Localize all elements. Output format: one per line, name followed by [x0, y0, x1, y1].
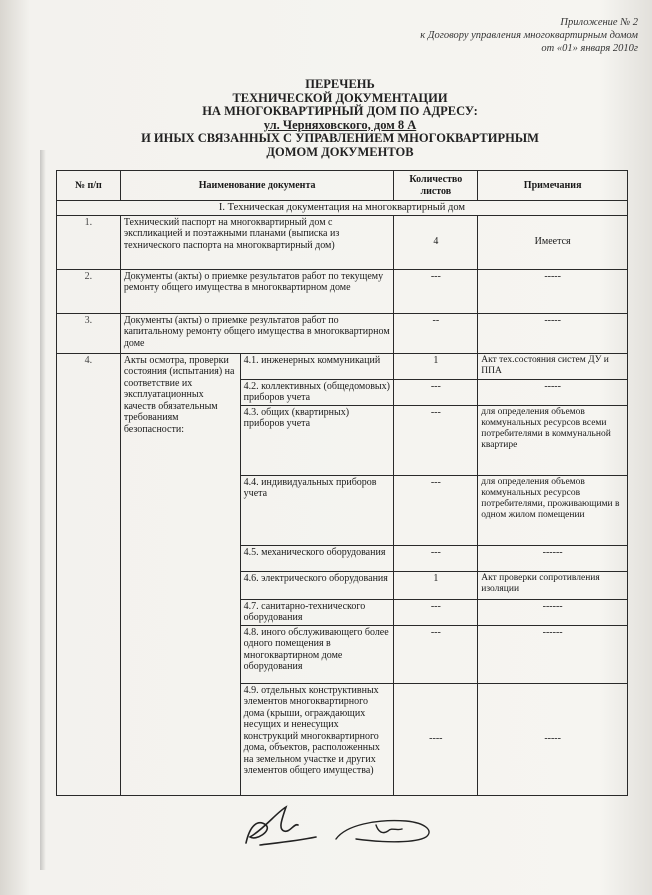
- sub-row-count: ---: [394, 475, 478, 545]
- row-num: 4.: [57, 353, 121, 795]
- sub-row-notes: -----: [478, 683, 628, 795]
- documents-table: [56, 170, 628, 796]
- sub-row-notes: Акт проверки сопротивления изоляции: [478, 571, 628, 599]
- table-header-row: [57, 171, 628, 201]
- row-name: Технический паспорт на многоквартирный дом с экспликацией и поэтажными планами (выписка из технического паспорта на многоквартирный дом): [120, 215, 394, 269]
- title-address: ул. Черняховского, дом 8 А: [263, 117, 417, 132]
- row-notes: -----: [478, 313, 628, 353]
- sub-row-name: 4.9. отдельных конструктивных элементов многоквартирного дома (крыши, ограждающих несущих и ненесущих конструкций многоквартирного дома, объектов, расположенных на земельном участке и других элементов общего имущества): [240, 683, 394, 795]
- section-title: I. Техническая документация на многоквартирный дом: [57, 201, 628, 216]
- row-num: 3.: [57, 313, 121, 353]
- appendix-line-2: к Договору управления многоквартирным домом: [420, 30, 638, 41]
- sub-row-name: 4.3. общих (квартирных) приборов учета: [240, 405, 394, 475]
- row-name: Документы (акты) о приемке результатов работ по текущему ремонту общего имущества в многоквартирном доме: [120, 269, 394, 313]
- sub-row-notes: -----: [478, 379, 628, 405]
- signatures: [236, 795, 456, 855]
- header-num: № п/п: [57, 171, 121, 201]
- title-line-4: И ИНЫХ СВЯЗАННЫХ С УПРАВЛЕНИЕМ МНОГОКВАРТИРНЫМ: [141, 131, 539, 145]
- sub-row-count: 1: [394, 571, 478, 599]
- header-count: Количество листов: [394, 171, 478, 201]
- row-count: 4: [394, 215, 478, 269]
- sub-row-notes: ------: [478, 545, 628, 571]
- sub-row-name: 4.8. иного обслуживающего более одного помещения в многоквартирном доме оборудования: [240, 625, 394, 683]
- sub-row-name: 4.7. санитарно-технического оборудования: [240, 599, 394, 625]
- title-line-3: НА МНОГОКВАРТИРНЫЙ ДОМ ПО АДРЕСУ:: [202, 104, 478, 118]
- sub-row-count: ---: [394, 405, 478, 475]
- row-name: Акты осмотра, проверки состояния (испытания) на соответствие их эксплуатационных качеств обязательным требованиям безопасности:: [120, 353, 240, 795]
- table-row: [57, 353, 628, 379]
- table-row: [57, 269, 628, 313]
- sub-row-count: ---: [394, 599, 478, 625]
- sub-row-notes: для определения объемов коммунальных ресурсов потребителями, проживающими в одном жилом помещении: [478, 475, 628, 545]
- sub-row-count: ----: [394, 683, 478, 795]
- title-line-5: ДОМОМ ДОКУМЕНТОВ: [266, 144, 414, 159]
- sub-row-notes: Акт тех.состояния систем ДУ и ППА: [478, 353, 628, 379]
- sub-row-notes: ------: [478, 599, 628, 625]
- sub-row-name: 4.2. коллективных (общедомовых) приборов учета: [240, 379, 394, 405]
- scan-shadow: [40, 150, 46, 870]
- row-num: 1.: [57, 215, 121, 269]
- row-count: ---: [394, 269, 478, 313]
- sub-row-notes: для определения объемов коммунальных ресурсов всеми потребителями в коммунальной квартире: [478, 405, 628, 475]
- table-row: [57, 313, 628, 353]
- title-line-1: ПЕРЕЧЕНЬ: [305, 77, 375, 91]
- row-num: 2.: [57, 269, 121, 313]
- table-row: [57, 215, 628, 269]
- document-title: [100, 78, 580, 159]
- title-line-2: ТЕХНИЧЕСКОЙ ДОКУМЕНТАЦИИ: [232, 90, 448, 105]
- sub-row-name: 4.1. инженерных коммуникаций: [240, 353, 394, 379]
- signature-left: [246, 807, 316, 845]
- sub-row-name: 4.6. электрического оборудования: [240, 571, 394, 599]
- appendix-header: [420, 16, 638, 55]
- sub-row-notes: ------: [478, 625, 628, 683]
- appendix-line-3: от «01» января 2010г: [541, 43, 638, 54]
- sub-row-name: 4.5. механического оборудования: [240, 545, 394, 571]
- sub-row-count: ---: [394, 625, 478, 683]
- signature-right: [336, 821, 429, 842]
- sub-row-count: ---: [394, 545, 478, 571]
- appendix-line-1: Приложение № 2: [560, 17, 638, 28]
- row-count: --: [394, 313, 478, 353]
- header-name: Наименование документа: [120, 171, 394, 201]
- sub-row-name: 4.4. индивидуальных приборов учета: [240, 475, 394, 545]
- header-notes: Примечания: [478, 171, 628, 201]
- row-notes: Имеется: [478, 215, 628, 269]
- section-row: [57, 201, 628, 216]
- sub-row-count: ---: [394, 379, 478, 405]
- row-name: Документы (акты) о приемке результатов работ по капитальному ремонту общего имущества в многоквартирном доме: [120, 313, 394, 353]
- sub-row-count: 1: [394, 353, 478, 379]
- row-notes: -----: [478, 269, 628, 313]
